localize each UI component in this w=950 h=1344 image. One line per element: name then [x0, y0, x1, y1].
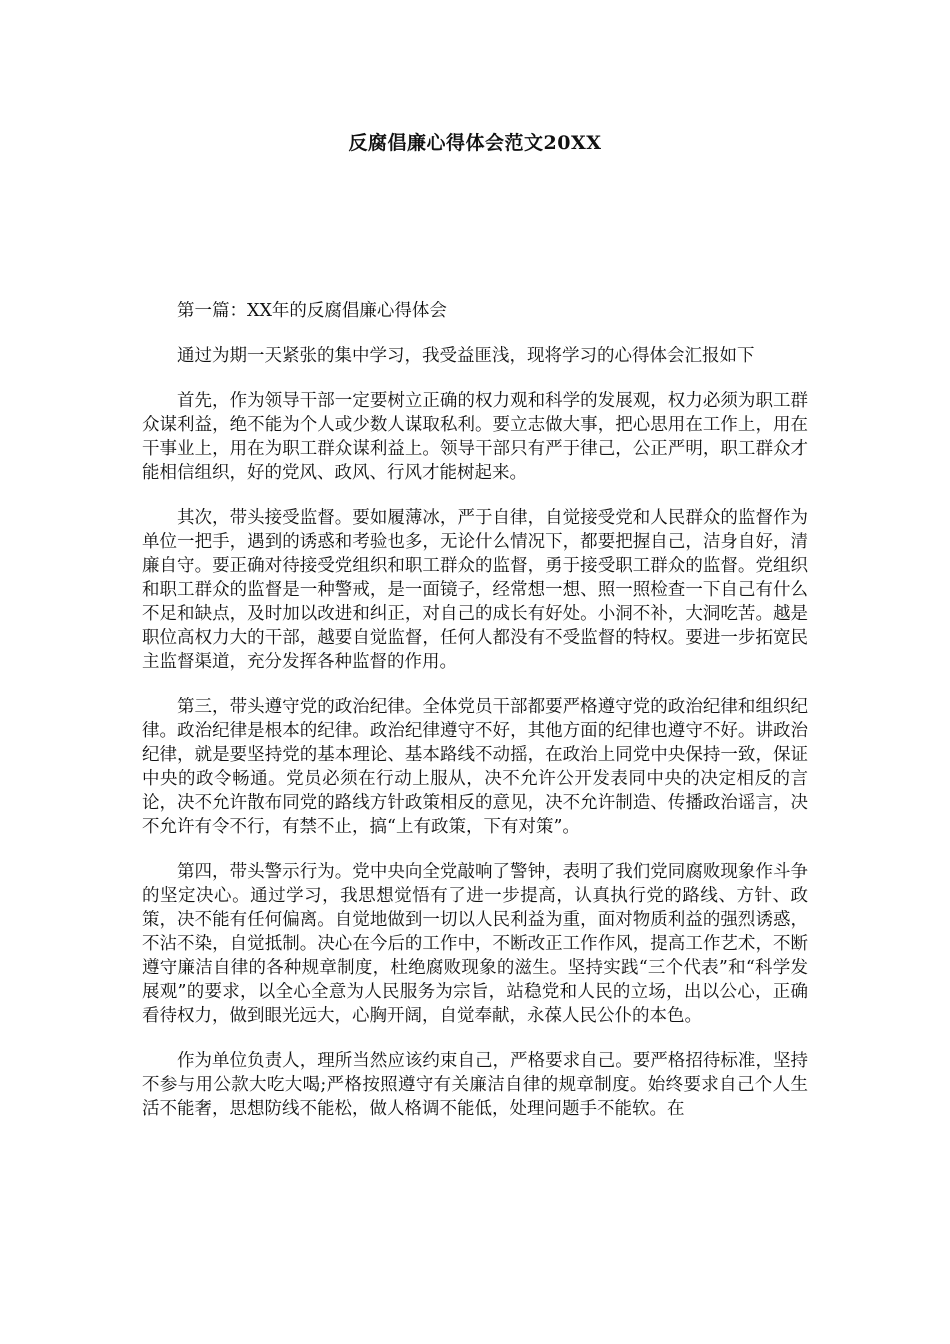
- paragraph: 第四，带头警示行为。党中央向全党敲响了警钟，表明了我们党同腐败现象作斗争的坚定决心。通过学习，我思想觉悟有了进一步提高，认真执行党的路线、方针、政策，决不能有任何偏离。自觉地做到一切以人民利益为重，面对物质利益的强烈诱惑，不沾不染，自觉抵制。决心在今后的工作中，不断改正工作作风，提高工作艺术，不断遵守廉洁自律的各种规章制度，杜绝腐败现象的滋生。坚持实践“三个代表”和“科学发展观”的要求，以全心全意为人民服务为宗旨，站稳党和人民的立场，出以公心，正确看待权力，做到眼光远大，心胸开阔，自觉奉献，永葆人民公仆的本色。: [142, 862, 808, 1026]
- document-title: 反腐倡廉心得体会范文20XX: [348, 132, 602, 154]
- paragraph: 其次，带头接受监督。要如履薄冰，严于自律，自觉接受党和人民群众的监督作为单位一把手，遇到的诱惑和考验也多，无论什么情况下，都要把握自己，洁身自好，清廉自守。要正确对待接受党组织和职工群众的监督，勇于接受职工群众的监督。党组织和职工群众的监督是一种警戒，是一面镜子，经常想一想、照一照检查一下自己有什么不足和缺点，及时加以改进和纠正，对自己的成长有好处。小洞不补，大洞吃苦。越是职位高权力大的干部，越要自觉监督，任何人都没有不受监督的特权。要进一步拓宽民主监督渠道，充分发挥各种监督的作用。: [142, 508, 808, 672]
- document-body: [142, 299, 808, 1142]
- paragraph: 通过为期一天紧张的集中学习，我受益匪浅，现将学习的心得体会汇报如下: [177, 346, 755, 366]
- paragraph: 第三，带头遵守党的政治纪律。全体党员干部都要严格遵守党的政治纪律和组织纪律。政治纪律是根本的纪律。政治纪律遵守不好，其他方面的纪律也遵守不好。讲政治纪律，就是要坚持党的基本理论、基本路线不动摇，在政治上同党中央保持一致，保证中央的政令畅通。党员必须在行动上服从，决不允许公开发表同中央的决定相反的言论，决不允许散布同党的路线方针政策相反的意见，决不允许制造、传播政治谣言，决不允许有令不行，有禁不止，搞“上有政策，下有对策”。: [142, 697, 808, 837]
- paragraph: 作为单位负责人，理所当然应该约束自己，严格要求自己。要严格招待标准，坚持不参与用公款大吃大喝;严格按照遵守有关廉洁自律的规章制度。始终要求自己个人生活不能奢，思想防线不能松，做人格调不能低，处理问题手不能软。在: [142, 1051, 808, 1119]
- section-heading: 第一篇：XX年的反腐倡廉心得体会: [177, 301, 447, 321]
- paragraph: 首先，作为领导干部一定要树立正确的权力观和科学的发展观，权力必须为职工群众谋利益，绝不能为个人或少数人谋取私利。要立志做大事，把心思用在工作上，用在干事业上，用在为职工群众谋利益上。领导干部只有严于律己，公正严明，职工群众才能相信组织，好的党风、政风、行风才能树起来。: [142, 391, 808, 483]
